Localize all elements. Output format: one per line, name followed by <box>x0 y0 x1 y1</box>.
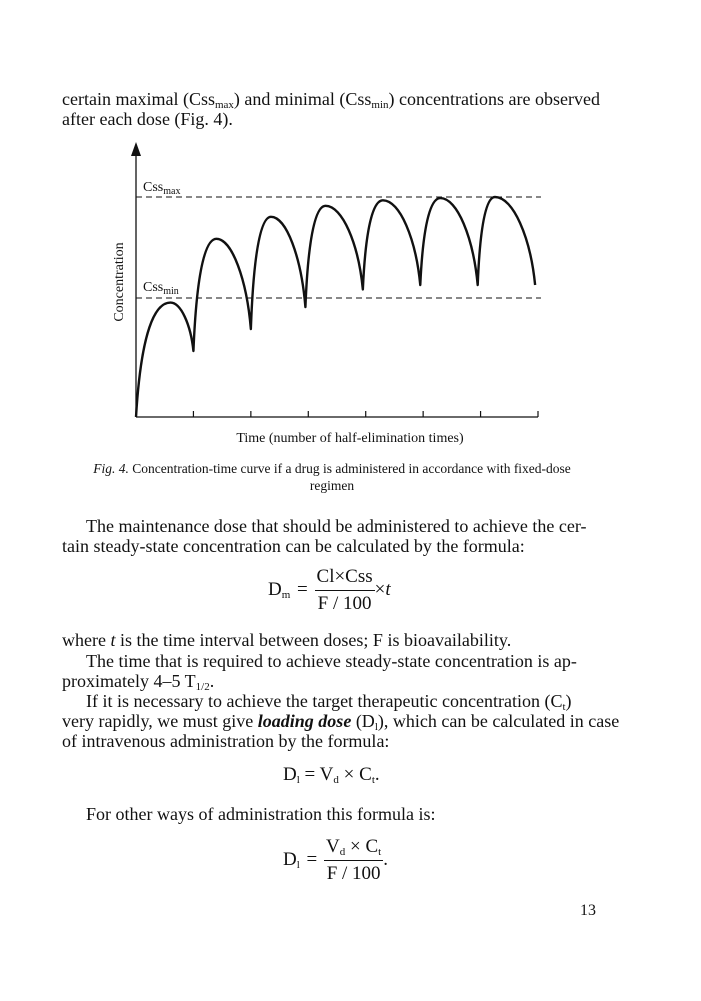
y-axis-arrow <box>131 142 141 156</box>
formula-maintenance-dose: $D_m$ = $\frac{\text{Cl×Css}}{F / 100}$ ×t <box>268 566 391 614</box>
formula-3-fraction: $\frac{V_d \times C_t}{F / 100}$ <box>326 836 382 884</box>
css-max-label: Css$_{max}$ <box>143 180 181 197</box>
formula-loading-dose-iv: $D_l = V_d \times C_t$. <box>283 764 380 786</box>
concentration-curve <box>136 197 535 417</box>
caption-line-1: Fig. 4. Concentration-time curve if a drug is administered in accordance with fixed-dose <box>93 461 571 476</box>
intro-line-2: after each dose (Fig. 4). <box>62 109 233 129</box>
paragraph-other-ways: For other ways of administration this formula is: <box>86 804 436 824</box>
y-axis-label: Concentration <box>112 242 127 322</box>
concentration-time-chart <box>0 0 701 460</box>
formula-loading-dose-other: $D_l$ = $\frac{V_d \times C_t}{F / 100}$ . <box>283 836 388 884</box>
page-number: 13 <box>580 902 596 919</box>
x-axis-label: Time (number of half-elimination times) <box>236 431 464 446</box>
paragraph-maintenance-dose: The maintenance dose that should be administered to achieve the cer- tain steady-state concentration can be calculated by the formula: <box>62 516 587 556</box>
paragraph-steady-state-time: The time that is required to achieve steady-state concentration is ap- proximately 4–5 $T_{1/2}$. <box>62 651 577 693</box>
paragraph-loading-dose: If it is necessary to achieve the target therapeutic concentration $(C_t)$ very rapidly, we must give loading dose $(D_l)$, which can be calculated in case of intravenous administration by the formula: <box>62 691 620 751</box>
figure-caption <box>62 460 602 494</box>
css-min-label: Css$_{min}$ <box>143 280 179 297</box>
x-axis-ticks <box>193 411 538 417</box>
paragraph-where: where t is the time interval between doses; F is bioavailability. <box>62 630 512 650</box>
intro-line-1: certain maximal (Css$_{max}$) and minimal (Css$_{min}$) concentrations are observed <box>62 89 600 111</box>
caption-line-2: regimen <box>309 478 355 493</box>
formula-1-fraction: $\frac{\text{Cl×Css}}{F / 100}$ <box>316 566 373 614</box>
